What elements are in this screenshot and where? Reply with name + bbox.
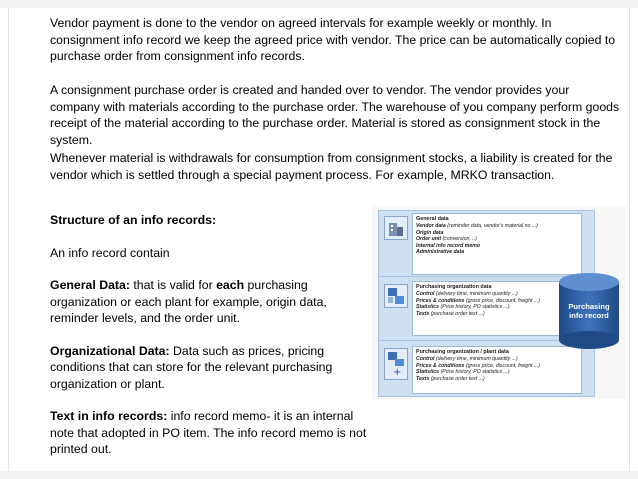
- panel-row-label: Origin data: [416, 229, 444, 236]
- panel-row-label: Internal info record memo: [416, 242, 480, 249]
- panel-row-label: Texts: [416, 375, 430, 382]
- plant-org-icon: [384, 348, 408, 380]
- text-text: info record memo- it is an internal note that adopted in PO item. The info record memo is not printed out.: [50, 409, 367, 456]
- building-icon: [384, 216, 408, 240]
- structure-heading: Structure of an info records:: [50, 213, 217, 227]
- panel-row-text: (delivery time, minimum quantity ...): [434, 291, 518, 298]
- paragraph-consignment-po: A consignment purchase order is created and handed over to vendor. The vendor provides your company with materials according to the purchase order. The warehouse of you company perform goods receipt of the material according to the purchase order. Material is stored as consignment stock in the system.: [50, 83, 620, 147]
- panel-row-text: (purchase order text ...): [429, 310, 485, 317]
- general-data-item: [50, 277, 368, 327]
- panel-row-label: Statistics: [416, 304, 440, 311]
- panel-row-text: (reminder data, vendor's material no ...): [445, 223, 538, 230]
- panel-row-label: Texts: [416, 310, 430, 317]
- panel-row-label: Prices & conditions: [416, 362, 465, 369]
- panel-title: Purchasing organization data: [416, 284, 492, 290]
- panel-row-text: (Price history, PO statistics ...): [439, 369, 510, 376]
- top-border: [0, 0, 638, 8]
- text-label: Text in info records:: [50, 409, 168, 423]
- panel-row-text: (purchase order text ...): [429, 375, 485, 382]
- right-rule: [629, 8, 630, 471]
- panel-row-text: (conversion, ..): [441, 236, 477, 243]
- panel-row-text: (Price history, PO statistics ...): [439, 304, 510, 311]
- panel-row-label: Vendor data: [416, 223, 446, 230]
- org-structure-icon: [384, 284, 408, 308]
- structure-intro: An info record contain: [50, 245, 170, 260]
- panel-row-label: Control: [416, 356, 435, 363]
- left-rule: [8, 8, 9, 471]
- panel-row-label: Statistics: [416, 369, 440, 376]
- panel-title: General data: [416, 216, 449, 222]
- panel-row-label: Order unit: [416, 236, 442, 243]
- general-data-each: each: [216, 278, 245, 292]
- org-data-item: [50, 343, 368, 393]
- paragraph-withdrawal: Whenever material is withdrawals for consumption from consignment stocks, a liability is created for the vendor which is settled through a special payment process. For example, MRKO transaction.: [50, 151, 613, 182]
- plant-data-panel: [412, 346, 582, 394]
- cylinder-label-line1: Purchasing: [568, 302, 610, 311]
- general-data-text-a: that is valid for: [129, 278, 217, 292]
- panel-row-label: Prices & conditions: [416, 297, 465, 304]
- org-data-text: Data such as prices, pricing conditions that can store for the relevant purchasing organization or plant.: [50, 343, 333, 391]
- general-data-panel: [412, 213, 582, 275]
- info-record-structure: [50, 212, 368, 474]
- info-record-diagram: [372, 206, 626, 399]
- org-data-label: Organizational Data:: [50, 343, 170, 358]
- paragraph-vendor-payment: Vendor payment is done to the vendor on agreed intervals for example weekly or monthly. In consignment info record we keep the agreed price with vendor. The price can be automatically copied to purchase order from consignment info records.: [50, 16, 616, 63]
- general-data-label: General Data:: [50, 278, 130, 292]
- cylinder-label-line2: info record: [569, 311, 609, 320]
- panel-row-label: Administrative data: [416, 249, 465, 256]
- text-item: [50, 408, 368, 458]
- cylinder-label: [556, 302, 622, 320]
- panel-title: Purchasing organization / plant data: [416, 349, 509, 355]
- panel-row-text: (gross price, discount, freight ...): [464, 362, 540, 369]
- svg-text:+: +: [393, 367, 402, 378]
- general-data-text-b: purchasing organization or each plant for example, origin data, reminder levels, and the order unit.: [50, 278, 327, 325]
- panel-row-text: (gross price, discount, freight ...): [464, 297, 540, 304]
- panel-row-label: Control: [416, 291, 435, 298]
- panel-row-text: (delivery time, minimum quantity ...): [434, 356, 518, 363]
